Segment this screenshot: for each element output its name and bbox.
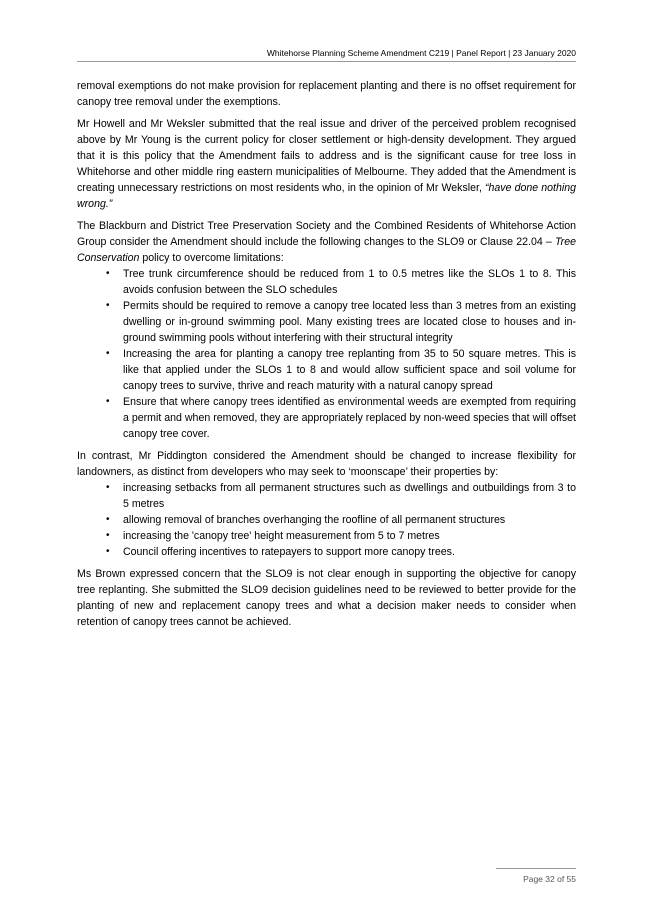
bullet-glyph: •: [106, 348, 110, 359]
bullet-glyph: •: [106, 546, 110, 557]
list-item: [106, 394, 576, 442]
list-item: [106, 512, 576, 528]
bullet-glyph: •: [106, 530, 110, 541]
paragraph-2-text: Mr Howell and Mr Weksler submitted that the real issue and driver of the perceived problem recognised above by Mr Young is the current policy for closer settlement or high-density development. They argued that it is this policy that the Amendment fails to address and is the significant cause for tree loss in Whitehorse and other middle ring eastern municipalities of Melbourne. They added that the Amendment is creating unnecessary restrictions on most residents who, in the opinion of Mr Weksler,: [77, 118, 576, 194]
bullet-list-2: [77, 480, 576, 560]
running-header: Whitehorse Planning Scheme Amendment C219 | Panel Report | 23 January 2020: [266, 48, 576, 58]
list-item-text: Tree trunk circumference should be reduced from 1 to 0.5 metres like the SLOs 1 to 8. This avoids confusion between the SLO schedules: [123, 268, 576, 296]
paragraph-3-tail: policy to overcome limitations:: [139, 252, 284, 264]
paragraph-1: removal exemptions do not make provision for replacement planting and there is no offset requirement for canopy tree removal under the exemptions.: [77, 80, 576, 108]
bullet-glyph: •: [106, 514, 110, 525]
bullet-list-1: [77, 266, 576, 442]
paragraph-3-emphasis: Tree Conservation: [77, 236, 576, 264]
list-item: [106, 298, 576, 346]
page-body: [77, 78, 576, 636]
list-item-text: Permits should be required to remove a canopy tree located less than 3 metres from an existing dwelling or in-ground swimming pool. Many existing trees are located close to houses and in-ground swimming pools without interfering with their structural integrity: [123, 300, 576, 344]
header-divider: [77, 61, 576, 62]
bullet-glyph: •: [106, 396, 110, 407]
footer-divider: [496, 868, 576, 869]
bullet-glyph: •: [106, 268, 110, 279]
list-item: [106, 480, 576, 512]
paragraph-3: [77, 218, 576, 266]
list-item: [106, 544, 576, 560]
paragraph-3-text: The Blackburn and District Tree Preservation Society and the Combined Residents of Whitehorse Action Group consider the Amendment should include the following changes to the SLO9 or Clause 22.04 –: [77, 220, 576, 248]
paragraph-5: Ms Brown expressed concern that the SLO9 is not clear enough in supporting the objective for canopy tree replanting. She submitted the SLO9 decision guidelines need to be reviewed to better provide for the planting of new and replacement canopy trees and what a decision maker needs to consider when retention of canopy trees cannot be achieved.: [77, 568, 576, 628]
paragraph-4: In contrast, Mr Piddington considered the Amendment should be changed to increase flexibility for landowners, as distinct from developers who may seek to ‘moonscape’ their properties by:: [77, 450, 576, 478]
list-item-text: increasing the 'canopy tree' height measurement from 5 to 7 metres: [123, 530, 440, 542]
list-item: [106, 528, 576, 544]
list-item-text: Ensure that where canopy trees identified as environmental weeds are exempted from requiring a permit and when removed, they are appropriately replaced by non-weed species that will offset canopy tree cover.: [123, 396, 576, 440]
bullet-glyph: •: [106, 482, 110, 493]
paragraph-2: [77, 116, 576, 212]
paragraph-2-quote: “have done nothing wrong.”: [77, 182, 576, 210]
list-item: [106, 266, 576, 298]
list-item-text: Increasing the area for planting a canopy tree replanting from 35 to 50 square metres. This is like that applied under the SLOs 1 to 8 and would allow sufficient space and soil volume for canopy trees to survive, thrive and reach maturity with a natural canopy spread: [123, 348, 576, 392]
list-item-text: allowing removal of branches overhanging the roofline of all permanent structures: [123, 514, 506, 526]
list-item: [106, 346, 576, 394]
bullet-glyph: •: [106, 300, 110, 311]
list-item-text: increasing setbacks from all permanent structures such as dwellings and outbuildings from 3 to 5 metres: [123, 482, 576, 510]
page-number: Page 32 of 55: [523, 874, 576, 884]
list-item-text: Council offering incentives to ratepayers to support more canopy trees.: [123, 546, 455, 558]
